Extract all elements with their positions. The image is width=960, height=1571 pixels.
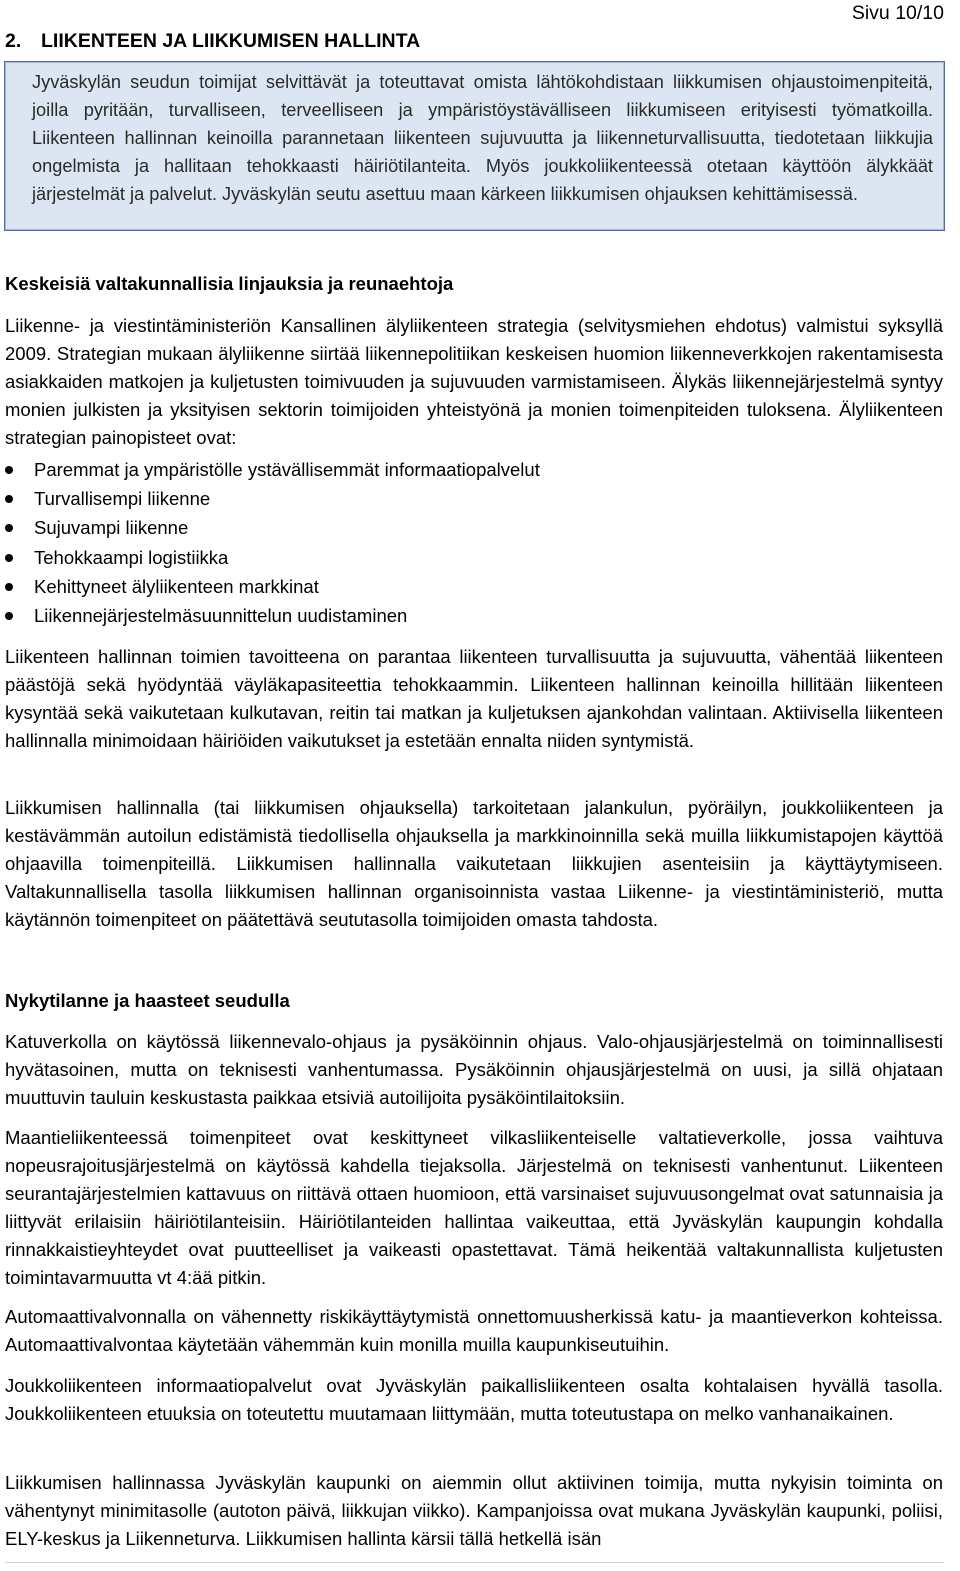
paragraph-traffic-management: Liikenteen hallinnan toimien tavoitteena on parantaa liikenteen turvallisuutta ja sujuvuutta, vähentää liikenteen päästöjä sekä hyödyntää väyläkapasiteettia tehokkaammin. Liikenteen hallinnan keinoilla hillitään liikenteen kysyntää sekä vaikutetaan kulkutavan, reitin tai matkan ja kuljetuksen ajankohdan valintaan. Aktiivisella liikenteen hallinnalla minimoidaan häiriöiden vaikutukset ja estetään ennalta niiden syntymistä. <box>5 646 943 751</box>
chapter-number: 2. <box>5 30 22 52</box>
paragraph-strategy: Liikenne- ja viestintäministeriön Kansallinen älyliikenteen strategia (selvitysmiehen ehdotus) valmistui syksyllä 2009. Strategian mukaan älyliikenne siirtää liikennepolitiikan keskeisen huomion liikenneverkkojen rakentamisesta asiakkaiden matkojen ja kuljetusten toimivuuden ja sujuvuuden varmistamiseen. Älykäs liikennejärjestelmä syntyy monien julkisten ja yksityisen sektorin toimijoiden yhteistyönä ja monien toimenpiteiden tuloksena. Älyliikenteen strategian painopisteet ovat: <box>5 315 943 448</box>
paragraph-highway-traffic: Maantieliikenteessä toimenpiteet ovat keskittyneet vilkasliikenteiselle valtatieverkolle, jossa vaihtuva nopeusrajoitusjärjestelmä on käytössä kahdella tiejaksolla. Järjestelmä on teknisesti vanhentunut. Liikenteen seurantajärjestelmien kattavuus on riittävä ottaen huomioon, että varsinaiset sujuvuusongelmat ovat satunnaisia ja liittyvät erilaisiin häiriötilanteisiin. Häiriötilanteiden hallintaa vaikeuttaa, että Jyväskylän kaupungin kohdalla rinnakkaistieyhteydet ovat puutteelliset ja vaikeasti opastettavat. Tämä heikentää valtakunnallista kuljetusten toimintavarmuutta vt 4:ää pitkin. <box>5 1127 943 1288</box>
bullet-icon <box>5 524 13 532</box>
chapter-title: LIIKENTEEN JA LIIKKUMISEN HALLINTA <box>41 30 421 52</box>
paragraph-mobility-city: Liikkumisen hallinnassa Jyväskylän kaupunki on aiemmin ollut aktiivinen toimija, mutta nykyisin toiminta on vähentynyt minimitasolle (autoton päivä, liikkujan viikko). Kampanjoissa ovat mukana Jyväskylän kaupunki, poliisi, ELY-keskus ja Liikenneturva. Liikkumisen hallinta kärsii tällä hetkellä isän <box>5 1472 943 1549</box>
chapter-heading <box>5 28 420 54</box>
bullet-icon <box>5 466 13 474</box>
list-item: Tehokkaampi logistiikka <box>0 543 940 572</box>
list-item: Paremmat ja ympäristölle ystävällisemmät informaatiopalvelut <box>0 455 940 484</box>
list-item: Turvallisempi liikenne <box>0 484 940 513</box>
bullet-icon <box>5 495 13 503</box>
paragraph-public-transport: Joukkoliikenteen informaatiopalvelut ovat Jyväskylän paikallisliikenteen osalta kohtalaisen hyvällä tasolla. Joukkoliikenteen etuuksia on toteutettu muutamaan liittymään, mutta toteutustapa on melko vanhanaikainen. <box>5 1375 943 1424</box>
section-heading-guidelines: Keskeisiä valtakunnallisia linjauksia ja reunaehtoja <box>5 273 454 294</box>
bullet-icon <box>5 554 13 562</box>
paragraph-mobility-management: Liikkumisen hallinnalla (tai liikkumisen ohjauksella) tarkoitetaan jalankulun, pyöräilyn, joukkoliikenteen ja kestävämmän autoilun edistämistä tiedollisella ohjauksella ja markkinoinnilla sekä muilla liikkumistapojen käyttöä ohjaavilla toimenpiteillä. Liikkumisen hallinnalla vaikutetaan liikkujien asenteisiin ja käyttäytymiseen. Valtakunnallisella tasolla liikkumisen hallinnan organisoinnista vastaa Liikenne- ja viestintäministeriö, mutta käytännön toimenpiteet on päätettävä seututasolla toimijoiden omasta tahdosta. <box>5 797 943 930</box>
page-number: Sivu 10/10 <box>851 2 944 24</box>
intro-box: Jyväskylän seudun toimijat selvittävät ja toteuttavat omista lähtökohdistaan liikkumisen ohjaustoimenpiteitä, joilla pyritään, turvalliseen, terveelliseen ja ympäristöystävälliseen liikkumiseen erityisesti työmatkoilla. Liikenteen hallinnan keinoilla parannetaan liikenteen sujuvuutta ja liikenneturvallisuutta, tiedotetaan liikkujia ongelmista ja hallitaan tehokkaasti häiriötilanteita. Myös joukkoliikenteessä otetaan käyttöön älykkäät järjestelmät ja palvelut. Jyväskylän seutu asettuu maan kärkeen liikkumisen ohjauksen kehittämisessä. <box>4 61 945 231</box>
strategy-priorities-list <box>0 455 940 630</box>
page-bottom-rule <box>5 1562 944 1563</box>
bullet-icon <box>5 612 13 620</box>
list-item: Sujuvampi liikenne <box>0 513 940 542</box>
paragraph-street-network: Katuverkolla on käytössä liikennevalo-ohjaus ja pysäköinnin ohjaus. Valo-ohjausjärjestelmä on toiminnallisesti hyvätasoinen, mutta on teknisesti vanhentumassa. Pysäköinnin ohjausjärjestelmä on uusi, ja sillä ohjataan muuttuvin tauluin keskustasta paikkaa etsiviä autoilijoita pysäköintilaitoksiin. <box>5 1031 943 1108</box>
list-item: Kehittyneet älyliikenteen markkinat <box>0 572 940 601</box>
paragraph-automatic-enforcement: Automaattivalvonnalla on vähennetty riskikäyttäytymistä onnettomuusherkissä katu- ja maantieverkon kohteissa. Automaattivalvontaa käytetään vähemmän kuin monilla muilla kaupunkiseutuihin. <box>5 1306 943 1355</box>
bullet-icon <box>5 583 13 591</box>
section-heading-current-state: Nykytilanne ja haasteet seudulla <box>5 990 290 1011</box>
list-item: Liikennejärjestelmäsuunnittelun uudistaminen <box>0 601 940 630</box>
